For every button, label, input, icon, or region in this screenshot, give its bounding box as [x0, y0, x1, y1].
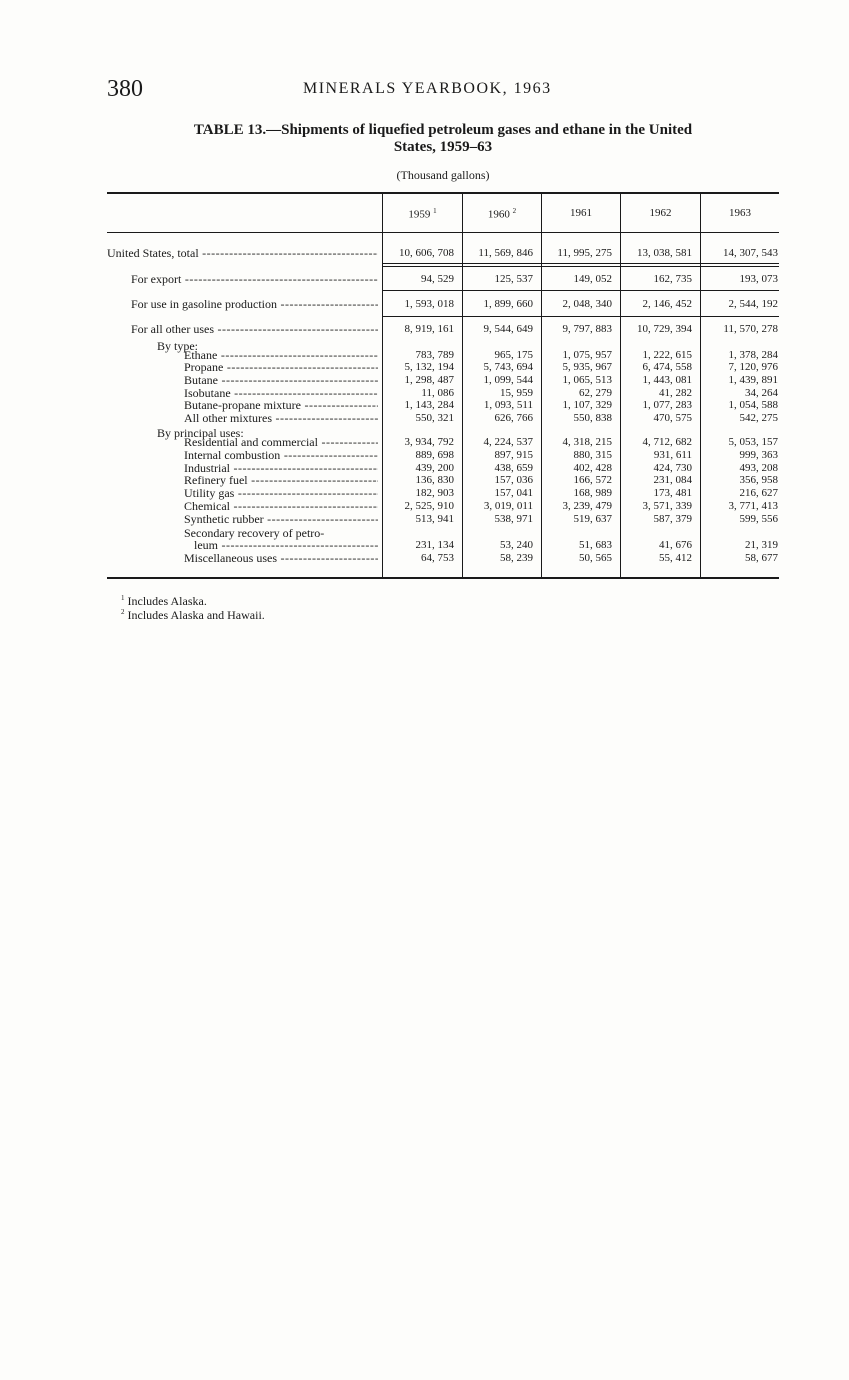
table-cell: 1, 143, 284: [404, 399, 454, 411]
table-cell: 1, 222, 615: [642, 349, 692, 361]
table-cell: 5, 053, 157: [728, 436, 778, 448]
table-top-rule: [107, 192, 779, 194]
table-cell: 599, 556: [739, 513, 778, 525]
table-cell: 626, 766: [494, 412, 533, 424]
table-cell: 783, 789: [415, 349, 454, 361]
table-cell: 424, 730: [653, 462, 692, 474]
table-cell: 58, 239: [500, 552, 533, 564]
row-label: United States, total -----: [107, 247, 378, 260]
table-cell: 10, 729, 394: [637, 323, 692, 335]
table-cell: 231, 084: [653, 474, 692, 486]
table-cell: 182, 903: [415, 487, 454, 499]
row-label: Butane-propane mixture -----: [184, 399, 378, 412]
column-year: 1963: [729, 207, 751, 219]
column-year: 1961: [570, 207, 592, 219]
row-label: Refinery fuel -----: [184, 474, 378, 487]
column-header: [542, 207, 620, 219]
row-label: Ethane -----: [184, 349, 378, 362]
row-label: Industrial -----: [184, 462, 378, 475]
row-label: Propane -----: [184, 361, 378, 374]
table-cell: 13, 038, 581: [637, 247, 692, 259]
table-cell: 5, 935, 967: [562, 361, 612, 373]
footnote-mark: 2: [121, 608, 125, 616]
table-cell: 34, 264: [745, 387, 778, 399]
footnote-ref: 2: [512, 207, 517, 215]
table-cell: 173, 481: [653, 487, 692, 499]
table-cell: 897, 915: [494, 449, 533, 461]
table-bottom-rule: [107, 577, 779, 579]
table-cell: 11, 569, 846: [478, 247, 533, 259]
row-label: All other mixtures -----: [184, 412, 378, 425]
table-cell: 53, 240: [500, 539, 533, 551]
table-cell: 438, 659: [494, 462, 533, 474]
table-cell: 168, 989: [573, 487, 612, 499]
table-cell: 216, 627: [739, 487, 778, 499]
table-cell: 550, 838: [573, 412, 612, 424]
column-divider-1: [382, 194, 383, 577]
row-label: Miscellaneous uses -----: [184, 552, 378, 565]
table-cell: 11, 570, 278: [723, 323, 778, 335]
table-cell: 2, 525, 910: [404, 500, 454, 512]
table-cell: 51, 683: [579, 539, 612, 551]
table-cell: 41, 676: [659, 539, 692, 551]
table-cell: 3, 019, 011: [483, 500, 533, 512]
table-cell: 15, 959: [500, 387, 533, 399]
table-cell: 965, 175: [494, 349, 533, 361]
table-cell: 1, 593, 018: [404, 298, 454, 310]
column-year: 1959: [408, 208, 431, 221]
row-label: Chemical -----: [184, 500, 378, 513]
column-divider-3: [541, 194, 542, 577]
table-title-line-1: TABLE 13.—Shipments of liquefied petroleum gases and ethane in the United: [193, 122, 693, 138]
footnote-text: Includes Alaska and Hawaii.: [127, 608, 265, 622]
column-divider-4: [620, 194, 621, 577]
table-cell: 125, 537: [494, 273, 533, 285]
table-cell: 880, 315: [573, 449, 612, 461]
table-cell: 1, 065, 513: [562, 374, 612, 386]
table-cell: 7, 120, 976: [728, 361, 778, 373]
table-cell: 231, 134: [415, 539, 454, 551]
table-cell: 50, 565: [579, 552, 612, 564]
table-cell: 2, 544, 192: [728, 298, 778, 310]
page-number: 380: [107, 76, 143, 102]
table-cell: 542, 275: [739, 412, 778, 424]
column-divider-2: [462, 194, 463, 577]
table-cell: 587, 379: [653, 513, 692, 525]
row-label: Isobutane -----: [184, 387, 378, 400]
table-cell: 41, 282: [659, 387, 692, 399]
table-cell: 2, 048, 340: [562, 298, 612, 310]
table-cell: 5, 743, 694: [483, 361, 533, 373]
table-cell: 1, 378, 284: [728, 349, 778, 361]
table-cell: 1, 899, 660: [483, 298, 533, 310]
table-cell: 62, 279: [579, 387, 612, 399]
table-cell: 1, 075, 957: [562, 349, 612, 361]
table-cell: 193, 073: [739, 273, 778, 285]
table-cell: 3, 934, 792: [404, 436, 454, 448]
export-rule: [382, 290, 779, 291]
table-cell: 58, 677: [745, 552, 778, 564]
table-cell: 999, 363: [739, 449, 778, 461]
table-cell: 1, 107, 329: [562, 399, 612, 411]
table-title: [107, 122, 779, 156]
table-cell: 64, 753: [421, 552, 454, 564]
column-header: [701, 207, 779, 219]
table-title-line-2: States, 1959–63: [393, 139, 493, 155]
footnote-text: Includes Alaska.: [127, 594, 207, 608]
column-year: 1960: [487, 208, 510, 221]
running-head: MINERALS YEARBOOK, 1963: [303, 80, 552, 97]
gasoline-rule: [382, 316, 779, 317]
table-cell: 538, 971: [494, 513, 533, 525]
table-cell: 136, 830: [415, 474, 454, 486]
table-cell: 94, 529: [421, 273, 454, 285]
table-cell: 931, 611: [653, 449, 692, 461]
table-cell: 2, 146, 452: [642, 298, 692, 310]
table-cell: 14, 307, 543: [723, 247, 778, 259]
row-label: For export -----: [131, 273, 378, 286]
row-label: Butane -----: [184, 374, 378, 387]
table-cell: 6, 474, 558: [642, 361, 692, 373]
column-year: 1962: [649, 207, 672, 219]
row-label: Internal combustion -----: [184, 449, 378, 462]
total-double-rule-lower: [382, 266, 779, 267]
table-unit: (Thousand gallons): [396, 168, 490, 182]
table-cell: 493, 208: [739, 462, 778, 474]
table-cell: 11, 995, 275: [557, 247, 612, 259]
table-cell: 550, 321: [415, 412, 454, 424]
table-cell: 1, 077, 283: [642, 399, 692, 411]
table-cell: 519, 637: [573, 513, 612, 525]
table-cell: 21, 319: [745, 539, 778, 551]
table-cell: 513, 941: [415, 513, 454, 525]
row-label: Residential and commercial -----: [184, 436, 378, 449]
table-cell: 402, 428: [573, 462, 612, 474]
row-label: Synthetic rubber -----: [184, 513, 378, 526]
table-cell: 149, 052: [573, 273, 612, 285]
footnote: [121, 605, 265, 622]
table-cell: 9, 544, 649: [483, 323, 533, 335]
table-cell: 889, 698: [415, 449, 454, 461]
column-header: [383, 207, 462, 221]
table-cell: 1, 099, 544: [483, 374, 533, 386]
table-cell: 1, 298, 487: [404, 374, 454, 386]
table-cell: 10, 606, 708: [399, 247, 454, 259]
table-cell: 8, 919, 161: [404, 323, 454, 335]
column-header: [621, 207, 700, 219]
table-cell: 1, 439, 891: [728, 374, 778, 386]
row-label: By type:: [157, 340, 198, 353]
header-bottom-rule: [107, 232, 779, 233]
table-cell: 4, 712, 682: [642, 436, 692, 448]
column-header: [463, 207, 541, 221]
table-cell: 55, 412: [659, 552, 692, 564]
table-cell: 356, 958: [739, 474, 778, 486]
row-label: For use in gasoline production -----: [131, 298, 378, 311]
table-cell: 1, 054, 588: [728, 399, 778, 411]
table-cell: 11, 086: [421, 387, 454, 399]
footnote-ref: 1: [433, 207, 437, 215]
table-cell: 5, 132, 194: [404, 361, 454, 373]
row-label: Utility gas -----: [184, 487, 378, 500]
table-cell: 157, 041: [494, 487, 533, 499]
table-cell: 439, 200: [415, 462, 454, 474]
table-cell: 4, 224, 537: [483, 436, 533, 448]
footnote-mark: 1: [121, 594, 125, 602]
table-cell: 157, 036: [494, 474, 533, 486]
row-label: leum -----: [194, 539, 378, 552]
table-cell: 9, 797, 883: [562, 323, 612, 335]
table-cell: 1, 093, 511: [483, 399, 533, 411]
table-cell: 3, 771, 413: [728, 500, 778, 512]
row-label: For all other uses -----: [131, 323, 378, 336]
table-cell: 3, 571, 339: [642, 500, 692, 512]
total-double-rule-upper: [382, 263, 779, 264]
table-cell: 3, 239, 479: [562, 500, 612, 512]
row-label: Secondary recovery of petro-: [184, 527, 325, 540]
table-cell: 166, 572: [573, 474, 612, 486]
column-divider-5: [700, 194, 701, 577]
table-cell: 4, 318, 215: [562, 436, 612, 448]
row-label: By principal uses:: [157, 427, 244, 440]
table-cell: 1, 443, 081: [642, 374, 692, 386]
table-cell: 162, 735: [653, 273, 692, 285]
table-cell: 470, 575: [653, 412, 692, 424]
